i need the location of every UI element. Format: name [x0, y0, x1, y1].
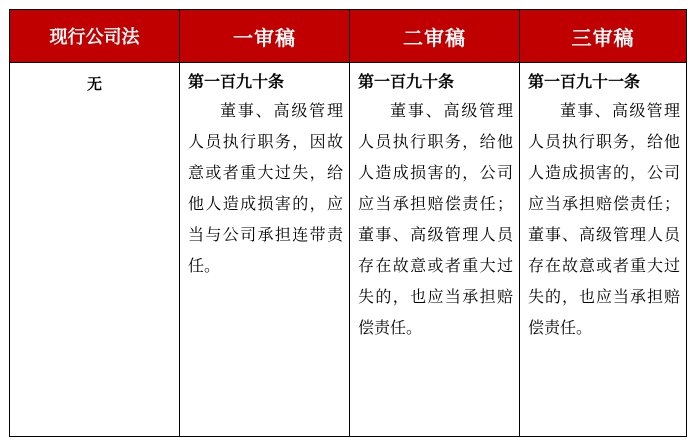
header-draft-2: 二审稿 — [350, 10, 520, 63]
draft-2-article: 第一百九十条 — [358, 72, 455, 91]
draft-1-article: 第一百九十条 — [188, 72, 285, 91]
draft-2-text: 董事、高级管理人员执行职务，给他人造成损害的，公司应当承担赔偿责任；董事、高级管理人员存在故意或者重大过失的，也应当承担赔偿责任。 — [358, 101, 513, 337]
draft-2-cell — [350, 63, 520, 437]
draft-3-text: 董事、高级管理人员执行职务，给他人造成损害的，公司应当承担赔偿责任；董事、高级管理人员存在故意或者重大过失的，也应当承担赔偿责任。 — [528, 101, 680, 337]
header-current-law: 现行公司法 — [10, 10, 180, 63]
header-row — [10, 10, 687, 63]
draft-1-text: 董事、高级管理人员执行职务，因故意或者重大过失，给他人造成损害的，应当与公司承担连带责任。 — [188, 101, 343, 275]
draft-3-article: 第一百九十一条 — [528, 72, 641, 91]
draft-3-cell — [520, 63, 687, 437]
header-draft-1: 一审稿 — [180, 10, 350, 63]
current-law-cell — [10, 63, 180, 437]
current-law-text: 无 — [86, 75, 102, 93]
header-draft-3: 三审稿 — [520, 10, 687, 63]
draft-1-cell — [180, 63, 350, 437]
content-row — [10, 63, 687, 437]
comparison-table — [9, 9, 687, 437]
